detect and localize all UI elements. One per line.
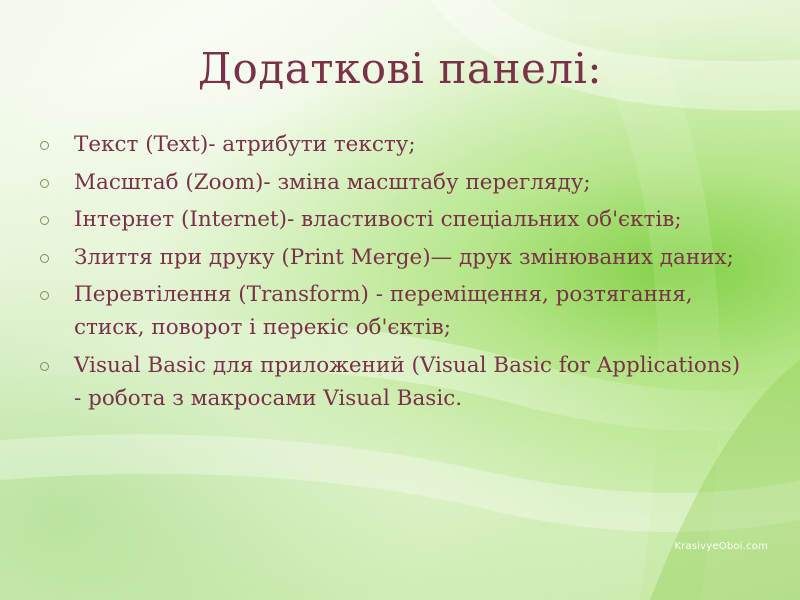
list-item-text: Visual Basic для приложений (Visual Basic for Applications) - робота з макросами Visual Basic. [74,352,741,411]
list-item [40,278,750,344]
list-item-text: Перевтілення (Transform) - переміщення, розтягання, стиск, поворот і перекіс об'єктів; [74,282,693,340]
circle-bullet-icon [40,141,49,150]
list-item-text: Інтернет (Internet)- властивості спеціальних об'єктів; [74,207,682,232]
circle-bullet-icon [40,291,49,300]
circle-bullet-icon [40,362,49,371]
slide-title: Додаткові панелі: [197,44,603,93]
list-item [40,203,750,236]
list-item [40,128,750,161]
list-item-text: Масштаб (Zoom)- зміна масштабу перегляду; [74,169,591,195]
circle-bullet-icon [40,254,49,263]
list-item-text: Текст (Text)- атрибути тексту; [74,132,416,157]
circle-bullet-icon [40,216,49,225]
circle-bullet-icon [40,179,49,188]
list-item-text: Злиття при друку (Print Merge)— друк змінюваних даних; [74,244,734,270]
watermark: KrasivyeOboi.com [674,541,768,552]
list-item [40,166,750,199]
bullet-list [40,128,750,419]
list-item [40,349,750,415]
list-item [40,241,750,274]
